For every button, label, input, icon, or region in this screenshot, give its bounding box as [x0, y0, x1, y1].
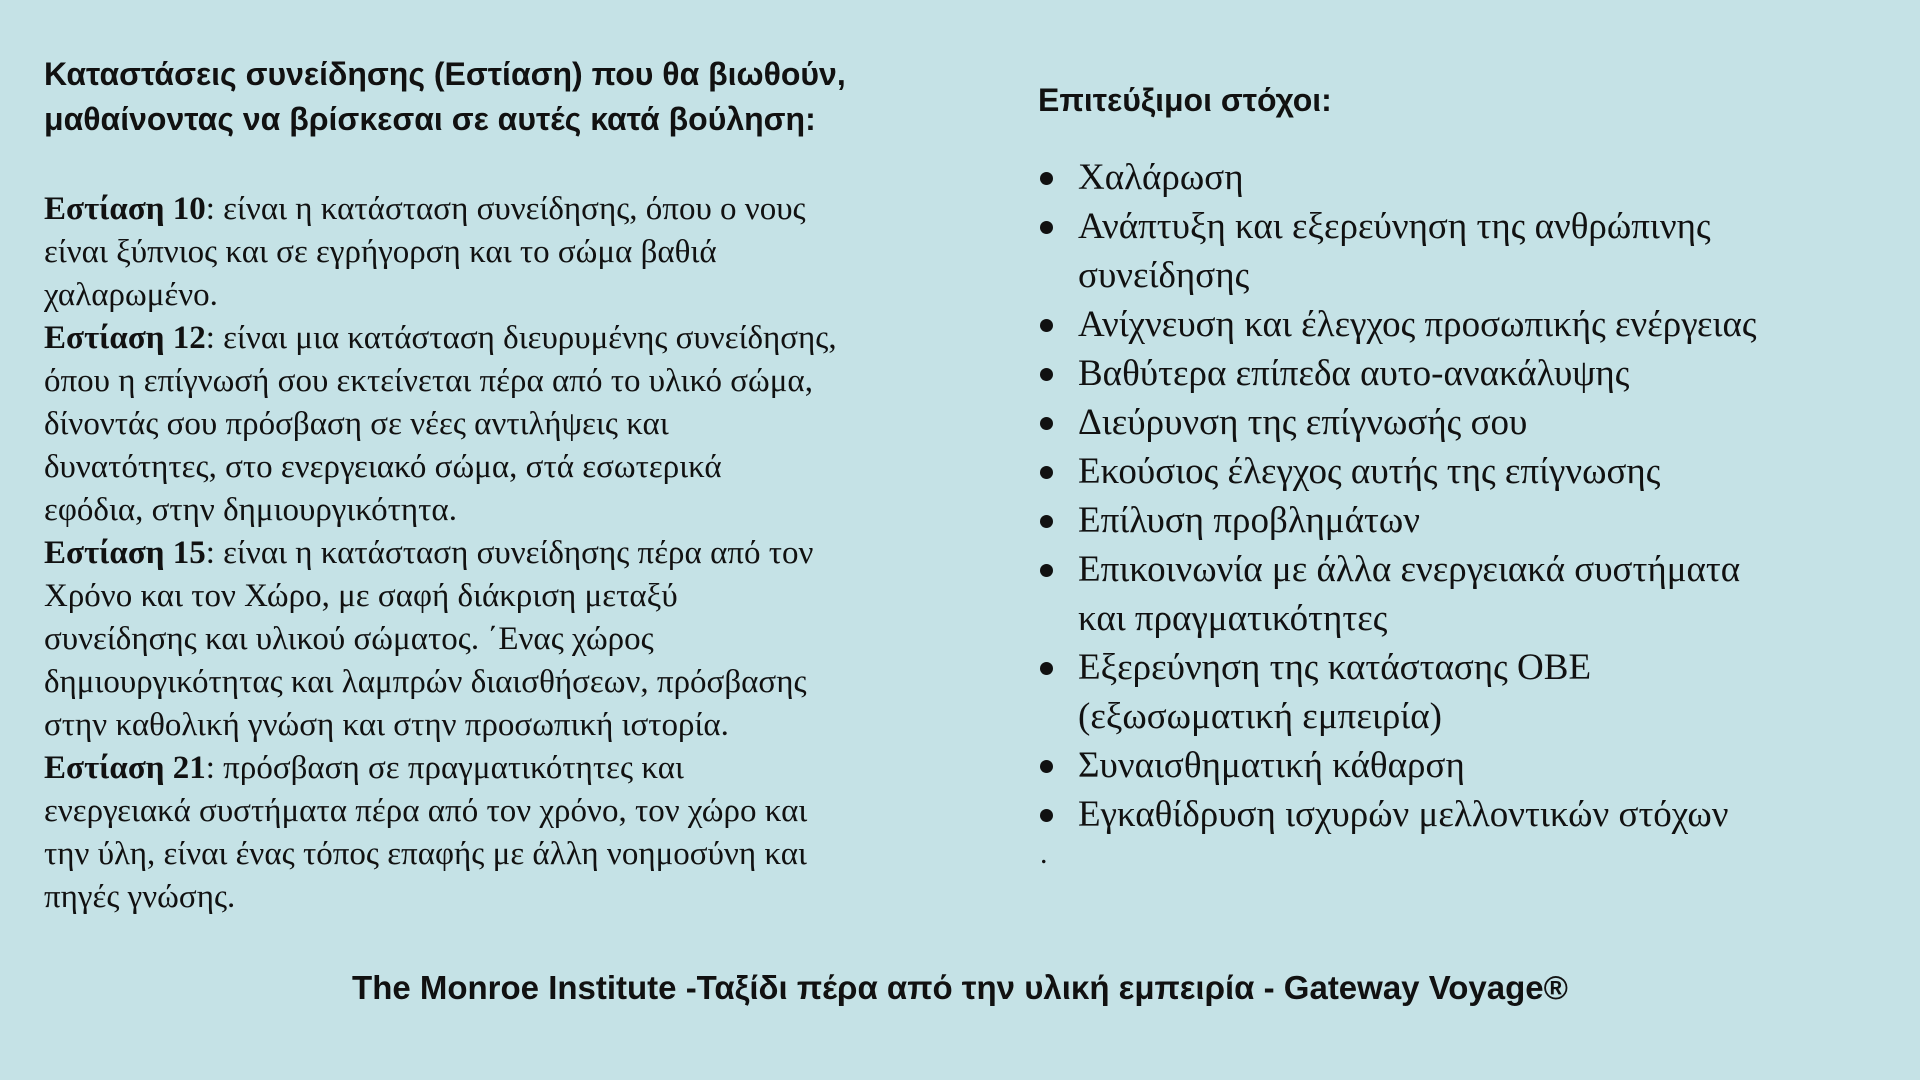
goal-item-future-goals-line-1: Εγκαθίδρυση ισχυρών μελλοντικών στόχων: [1078, 794, 1729, 835]
goal-item-obe-exploration-line-1: Εξερεύνηση της κατάστασης ΟΒΕ: [1078, 647, 1592, 688]
bullet-icon: [1040, 221, 1053, 234]
focus-states-heading-line-2: μαθαίνοντας να βρίσκεσαι σε αυτές κατά βούληση:: [44, 101, 816, 137]
focus-12-line-5: εφόδια, στην δημιουργικότητα.: [44, 492, 457, 528]
bullet-icon: [1040, 368, 1053, 381]
bullet-icon: [1040, 417, 1053, 430]
focus-12-name: Εστίαση 12: [44, 320, 206, 356]
goal-item-communication-line-2: και πραγματικότητες: [1078, 598, 1388, 639]
focus-15-line-4: δημιουργικότητας και λαμπρών διαισθήσεων, πρόσβασης: [44, 664, 807, 700]
goal-item-relaxation: [1038, 153, 1918, 202]
goal-item-consciousness-development: [1038, 202, 1918, 300]
bullet-icon: [1040, 564, 1053, 577]
focus-10-line-3: χαλαρωμένο.: [44, 277, 218, 313]
focus-15-name: Εστίαση 15: [44, 535, 206, 571]
focus-10-block: [44, 188, 1004, 317]
goal-item-consciousness-development-line-2: συνείδησης: [1078, 255, 1250, 296]
focus-12-line-1: : είναι μια κατάσταση διευρυμένης συνείδησης,: [205, 320, 837, 356]
goals-list: [1038, 153, 1918, 839]
goal-item-obe-exploration-line-2: (εξωσωματική εμπειρία): [1078, 696, 1442, 737]
goal-item-awareness-expansion-line-1: Διεύρυνση της επίγνωσής σου: [1078, 402, 1528, 443]
goal-item-awareness-control: [1038, 447, 1918, 496]
focus-15-line-3: συνείδησης και υλικού σώματος. ΄Ενας χώρος: [44, 621, 654, 657]
focus-21-block: [44, 747, 1004, 919]
goal-item-self-discovery: [1038, 349, 1918, 398]
focus-21-line-1: : πρόσβαση σε πραγματικότητες και: [205, 750, 684, 786]
goal-item-awareness-control-line-1: Εκούσιος έλεγχος αυτής της επίγνωσης: [1078, 451, 1661, 492]
focus-12-line-2: όπου η επίγνωσή σου εκτείνεται πέρα από το υλικό σώμα,: [44, 363, 813, 399]
focus-10-name: Εστίαση 10: [44, 191, 206, 227]
goal-item-relaxation-line-1: Χαλάρωση: [1078, 157, 1244, 198]
focus-15-line-5: στην καθολική γνώση και στην προσωπική ιστορία.: [44, 707, 729, 743]
focus-12-line-4: δυνατότητες, στο ενεργειακό σώμα, στά εσωτερικά: [44, 449, 722, 485]
focus-15-line-2: Χρόνο και τον Χώρο, με σαφή διάκριση μεταξύ: [44, 578, 678, 614]
bullet-icon: [1040, 319, 1053, 332]
focus-12-block: [44, 317, 1004, 532]
goal-item-problem-solving: [1038, 496, 1918, 545]
bullet-icon: [1040, 466, 1053, 479]
trailing-mark: .: [1040, 837, 1048, 870]
focus-states-column: [44, 52, 1004, 919]
goal-item-emotional-catharsis-line-1: Συναισθηματική κάθαρση: [1078, 745, 1465, 786]
focus-15-block: [44, 532, 1004, 747]
focus-21-line-3: την ύλη, είναι ένας τόπος επαφής με άλλη νοημοσύνη και: [44, 836, 807, 872]
goal-item-obe-exploration: [1038, 643, 1918, 741]
goal-item-problem-solving-line-1: Επίλυση προβλημάτων: [1078, 500, 1420, 541]
goal-item-future-goals: [1038, 790, 1918, 839]
bullet-icon: [1040, 172, 1053, 185]
focus-21-line-2: ενεργειακά συστήματα πέρα από τον χρόνο, τον χώρο και: [44, 793, 808, 829]
focus-states-heading-line-1: Καταστάσεις συνείδησης (Εστίαση) που θα βιωθούν,: [44, 56, 846, 92]
goal-item-energy-control-line-1: Ανίχνευση και έλεγχος προσωπικής ενέργειας: [1078, 304, 1757, 345]
bullet-icon: [1040, 760, 1053, 773]
focus-10-line-1: : είναι η κατάσταση συνείδησης, όπου ο νους: [205, 191, 806, 227]
goal-item-emotional-catharsis: [1038, 741, 1918, 790]
goals-column: [1038, 78, 1918, 869]
focus-states-heading: [44, 52, 1004, 142]
bullet-icon: [1040, 515, 1053, 528]
goal-item-energy-control: [1038, 300, 1918, 349]
focus-15-line-1: : είναι η κατάσταση συνείδησης πέρα από τον: [205, 535, 814, 571]
focus-10-line-2: είναι ξύπνιος και σε εγρήγορση και το σώμα βαθιά: [44, 234, 717, 270]
bullet-icon: [1040, 662, 1053, 675]
focus-12-line-3: δίνοντάς σου πρόσβαση σε νέες αντιλήψεις και: [44, 406, 669, 442]
focus-21-line-4: πηγές γνώσης.: [44, 879, 236, 915]
goal-item-self-discovery-line-1: Βαθύτερα επίπεδα αυτο-ανακάλυψης: [1078, 353, 1630, 394]
focus-21-name: Εστίαση 21: [44, 750, 206, 786]
bullet-icon: [1040, 809, 1053, 822]
goal-item-communication-line-1: Επικοινωνία με άλλα ενεργειακά συστήματα: [1078, 549, 1741, 590]
goal-item-consciousness-development-line-1: Ανάπτυξη και εξερεύνηση της ανθρώπινης: [1078, 206, 1711, 247]
goal-item-awareness-expansion: [1038, 398, 1918, 447]
goals-heading: Επιτεύξιμοι στόχοι:: [1038, 82, 1332, 118]
footer-credit: The Monroe Institute -Ταξίδι πέρα από την υλική εμπειρία - Gateway Voyage®: [352, 969, 1568, 1006]
focus-states-list: [44, 188, 1004, 919]
goal-item-communication: [1038, 545, 1918, 643]
